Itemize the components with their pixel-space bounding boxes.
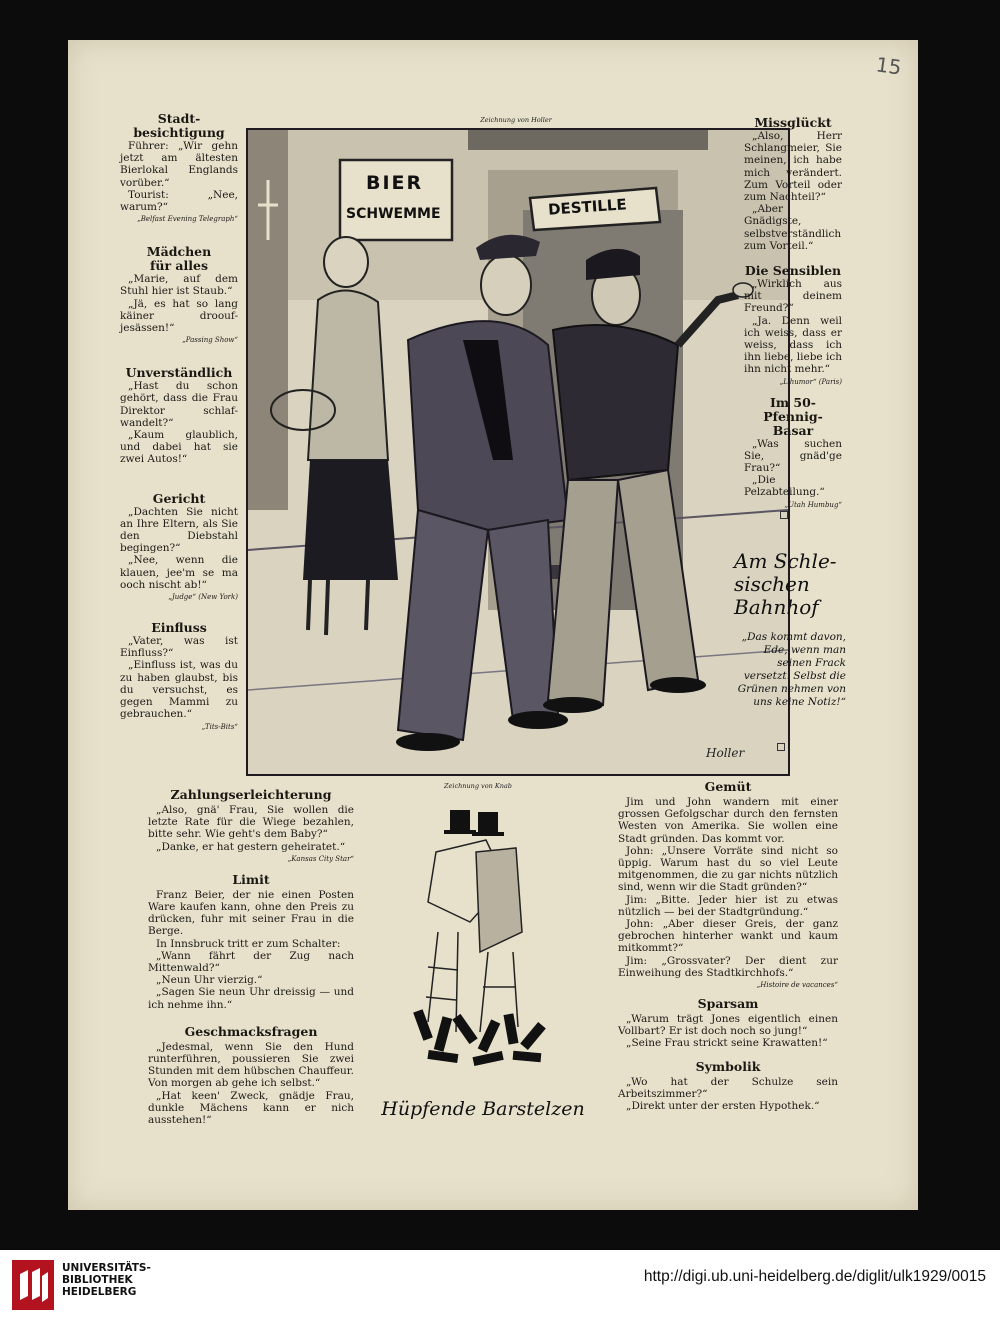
paragraph: „Vater, was ist Einfluss?“ (120, 635, 238, 660)
article-body (148, 804, 354, 853)
article-title: Mädchen für alles (146, 244, 212, 274)
source-credit: „Judge“ (New York) (168, 593, 238, 602)
article-body (148, 889, 354, 1011)
paragraph: In Innsbruck tritt er zum Schalter: (156, 937, 341, 950)
article-zahlungserleichterung (148, 788, 354, 863)
article-title: Limit (232, 871, 270, 887)
article-50-pfennig-basar (744, 396, 842, 509)
paragraph: „Direkt unter der ersten Hypothek.“ (626, 1100, 820, 1113)
article-einfluss (120, 621, 238, 730)
left-column (120, 112, 238, 731)
paragraph: „Jä, es hat so lang käiner droouf-jesässen!“ (120, 297, 238, 335)
paragraph: Franz Beier, der nie einen Posten Ware kaufen kann, ohne den Preis zu drücken, fuhr mit seiner Frau in die Berge. (148, 888, 354, 938)
source-credit: „Tits-Bits“ (201, 722, 238, 731)
paragraph: „Hast du schon gehört, dass die Frau Direktor schlaf-wandelt?“ (120, 380, 238, 429)
source-credit: „Histoire de vacances“ (756, 981, 838, 990)
article-title: Gericht (152, 490, 206, 506)
library-logo-icon (12, 1260, 54, 1310)
article-body (618, 1013, 838, 1050)
article-unverstaendlich (120, 366, 238, 465)
right-column (744, 116, 842, 509)
paragraph: „Einfluss ist, was du zu haben glaubst, bis du versuchst, es gegen Mammi zu gebrauchen.“ (120, 659, 238, 721)
article-body (744, 130, 842, 252)
paragraph: „Wo hat der Schulze sein Arbeitszimmer?“ (618, 1075, 838, 1100)
source-credit: „Belfast Evening Telegraph“ (137, 215, 238, 224)
barstelzen-drawing (398, 792, 568, 1092)
paragraph: „Danke, er hat gestern geheiratet.“ (156, 840, 346, 853)
article-body (744, 438, 842, 499)
illustration-credit: Zeichnung von Knab (444, 782, 512, 790)
article-title: Stadt- besichtigung (133, 111, 225, 140)
footer-bar (0, 1250, 1000, 1321)
article-body (120, 506, 238, 591)
page-number-mark: 15 (874, 52, 903, 80)
illustration-credit: Zeichnung von Holler (480, 116, 552, 124)
article-symbolik (618, 1060, 838, 1113)
article-body (120, 635, 238, 720)
article-title: Gemüt (704, 779, 752, 794)
paragraph: „Hat keen' Zweck, gnädje Frau, dunkle Mächens kann er nich ausstehen!“ (148, 1089, 354, 1127)
paragraph: „Nee, wenn die klauen, jee'm se ma ooch nischt ab!“ (120, 554, 238, 591)
source-credit: „Utah Humbug“ (784, 500, 842, 509)
article-body (744, 278, 842, 376)
artist-signature: Holler (706, 746, 745, 760)
paragraph: „Warum trägt Jones eigentlich einen Vollbart? Er ist doch noch so jung!“ (618, 1013, 838, 1038)
source-credit: „Passing Show“ (182, 336, 238, 345)
bottom-right-column (618, 780, 838, 1112)
paragraph: „Die Pelzabteilung.“ (744, 474, 825, 499)
paragraph: „Was suchen Sie, gnäd'ge Frau?“ (744, 437, 842, 475)
sign-bier-text: BIER (366, 172, 424, 194)
barstelzen-illustration (398, 792, 568, 1092)
paragraph: John: „Unsere Vorräte sind nicht so üppig. Warum hast du so viel Leute mitgenommen, die zu gar nichts nützlich sind, wenn wir die Stadt gründen?“ (618, 844, 838, 894)
article-title: Geschmacksfragen (184, 1023, 318, 1039)
article-gemuet (618, 780, 838, 989)
paragraph: „Ja. Denn weil ich weiss, dass er weiss, dass ich ihn liebe, liebe ich ihn nicht mehr.“ (744, 314, 842, 376)
article-title: Missglückt (754, 115, 832, 130)
paragraph: John: „Aber dieser Greis, der ganz gebrochen hinterher wankt und kaum mitkommt?“ (618, 918, 838, 955)
paragraph: „Also, Herr Schlangmeier, Sie meinen, ich habe mich verändert. Zum Vorteil oder zum Nachteil?“ (744, 130, 842, 204)
newspaper-page (68, 40, 918, 1210)
article-title: Sparsam (697, 996, 759, 1012)
square-ornament (780, 511, 788, 519)
article-stadtbesichtigung (120, 112, 238, 223)
paragraph: Tourist: „Nee, warum?“ (120, 188, 238, 214)
paragraph: „Also, gnä' Frau, Sie wollen die letzte Rate für die Wiege bezahlen, bitte sehr. Wie geht's dem Baby?“ (148, 804, 354, 841)
article-title: Symbolik (695, 1058, 761, 1074)
paragraph: „Kaum glaublich, und dabei hat sie zwei Autos!“ (120, 429, 238, 466)
article-sparsam (618, 997, 838, 1050)
paragraph: „Aber Gnädigste, selbstverständlich zum Vorteil.“ (744, 203, 842, 252)
source-credit: „Kansas City Star“ (287, 854, 354, 863)
article-body (120, 273, 238, 334)
paragraph: „Seine Frau strickt seine Krawatten!“ (626, 1037, 828, 1050)
article-limit (148, 873, 354, 1011)
article-title: Unverständlich (125, 365, 233, 381)
article-missglueckt (744, 116, 842, 252)
paragraph: Jim und John wandern mit einer grossen Gefolgschar durch den fernsten Westen von Amerika. Sie wollen eine Stadt gründen. Das kommt vor. (618, 796, 838, 845)
article-maedchen (120, 245, 238, 344)
article-body (148, 1041, 354, 1126)
article-title: Die Sensiblen (744, 263, 842, 279)
article-gericht (120, 492, 238, 601)
bottom-left-column (148, 788, 354, 1126)
paragraph: Jim: „Grossvater? Der dient zur Einweihung des Stadtkirchhofs.“ (618, 954, 838, 979)
paragraph: „Jedesmal, wenn Sie den Hund runterführen, poussieren Sie zwei Stunden mit dem hübschen Chauffeur. Von morgen ab gehe ich selbst.“ (148, 1040, 354, 1090)
sign-destille-text: DESTILLE (547, 195, 628, 219)
source-credit: „L'humor“ (Paris) (779, 377, 842, 386)
street-scene-illustration (246, 128, 790, 776)
illustration-caption: Hüpfende Barstelzen (381, 1098, 585, 1120)
article-title: Zahlungserleichterung (170, 787, 332, 802)
article-title: Einfluss (151, 620, 207, 636)
paragraph: „Sagen Sie neun Uhr dreissig — und ich nehme ihn.“ (148, 986, 354, 1011)
illustration-caption (734, 550, 846, 709)
paragraph: „Wirklich aus mit deinem Freund?“ (744, 278, 842, 315)
paragraph: „Marie, auf dem Stuhl hier ist Staub.“ (120, 273, 238, 298)
paragraph: „Wann fährt der Zug nach Mittenwald?“ (148, 949, 354, 975)
caption-title: Am Schle- sischen Bahnhof (734, 549, 837, 619)
article-geschmacksfragen (148, 1025, 354, 1126)
street-scene-drawing (248, 130, 788, 774)
paragraph: „Dachten Sie nicht an Ihre Eltern, als Sie den Diebstahl begingen?“ (120, 505, 238, 555)
sign-schwemme-text: SCHWEMME (346, 206, 441, 222)
square-ornament (777, 743, 785, 751)
paragraph: „Neun Uhr vierzig.“ (156, 974, 263, 987)
paragraph: Führer: „Wir gehn jetzt am ältesten Bierlokal Englands vorüber.“ (120, 140, 238, 189)
article-title: Im 50-Pfennig- Basar (763, 394, 823, 438)
article-body (120, 140, 238, 213)
article-die-sensiblen (744, 264, 842, 386)
source-url-link[interactable]: http://digi.ub.uni-heidelberg.de/diglit/ulk1929/0015 (643, 1268, 986, 1285)
caption-text: „Das kommt davon, Ede, wenn man seinen Frack versetzt. Selbst die Grünen nehmen von uns keine Notiz!“ (737, 631, 846, 708)
article-body (618, 1076, 838, 1113)
article-body (120, 380, 238, 465)
article-body (618, 796, 838, 979)
paragraph: Jim: „Bitte. Jeder hier ist zu etwas nützlich — bei der Stadtgründung.“ (618, 893, 838, 918)
library-name: UNIVERSITÄTS- BIBLIOTHEK HEIDELBERG (62, 1262, 151, 1298)
